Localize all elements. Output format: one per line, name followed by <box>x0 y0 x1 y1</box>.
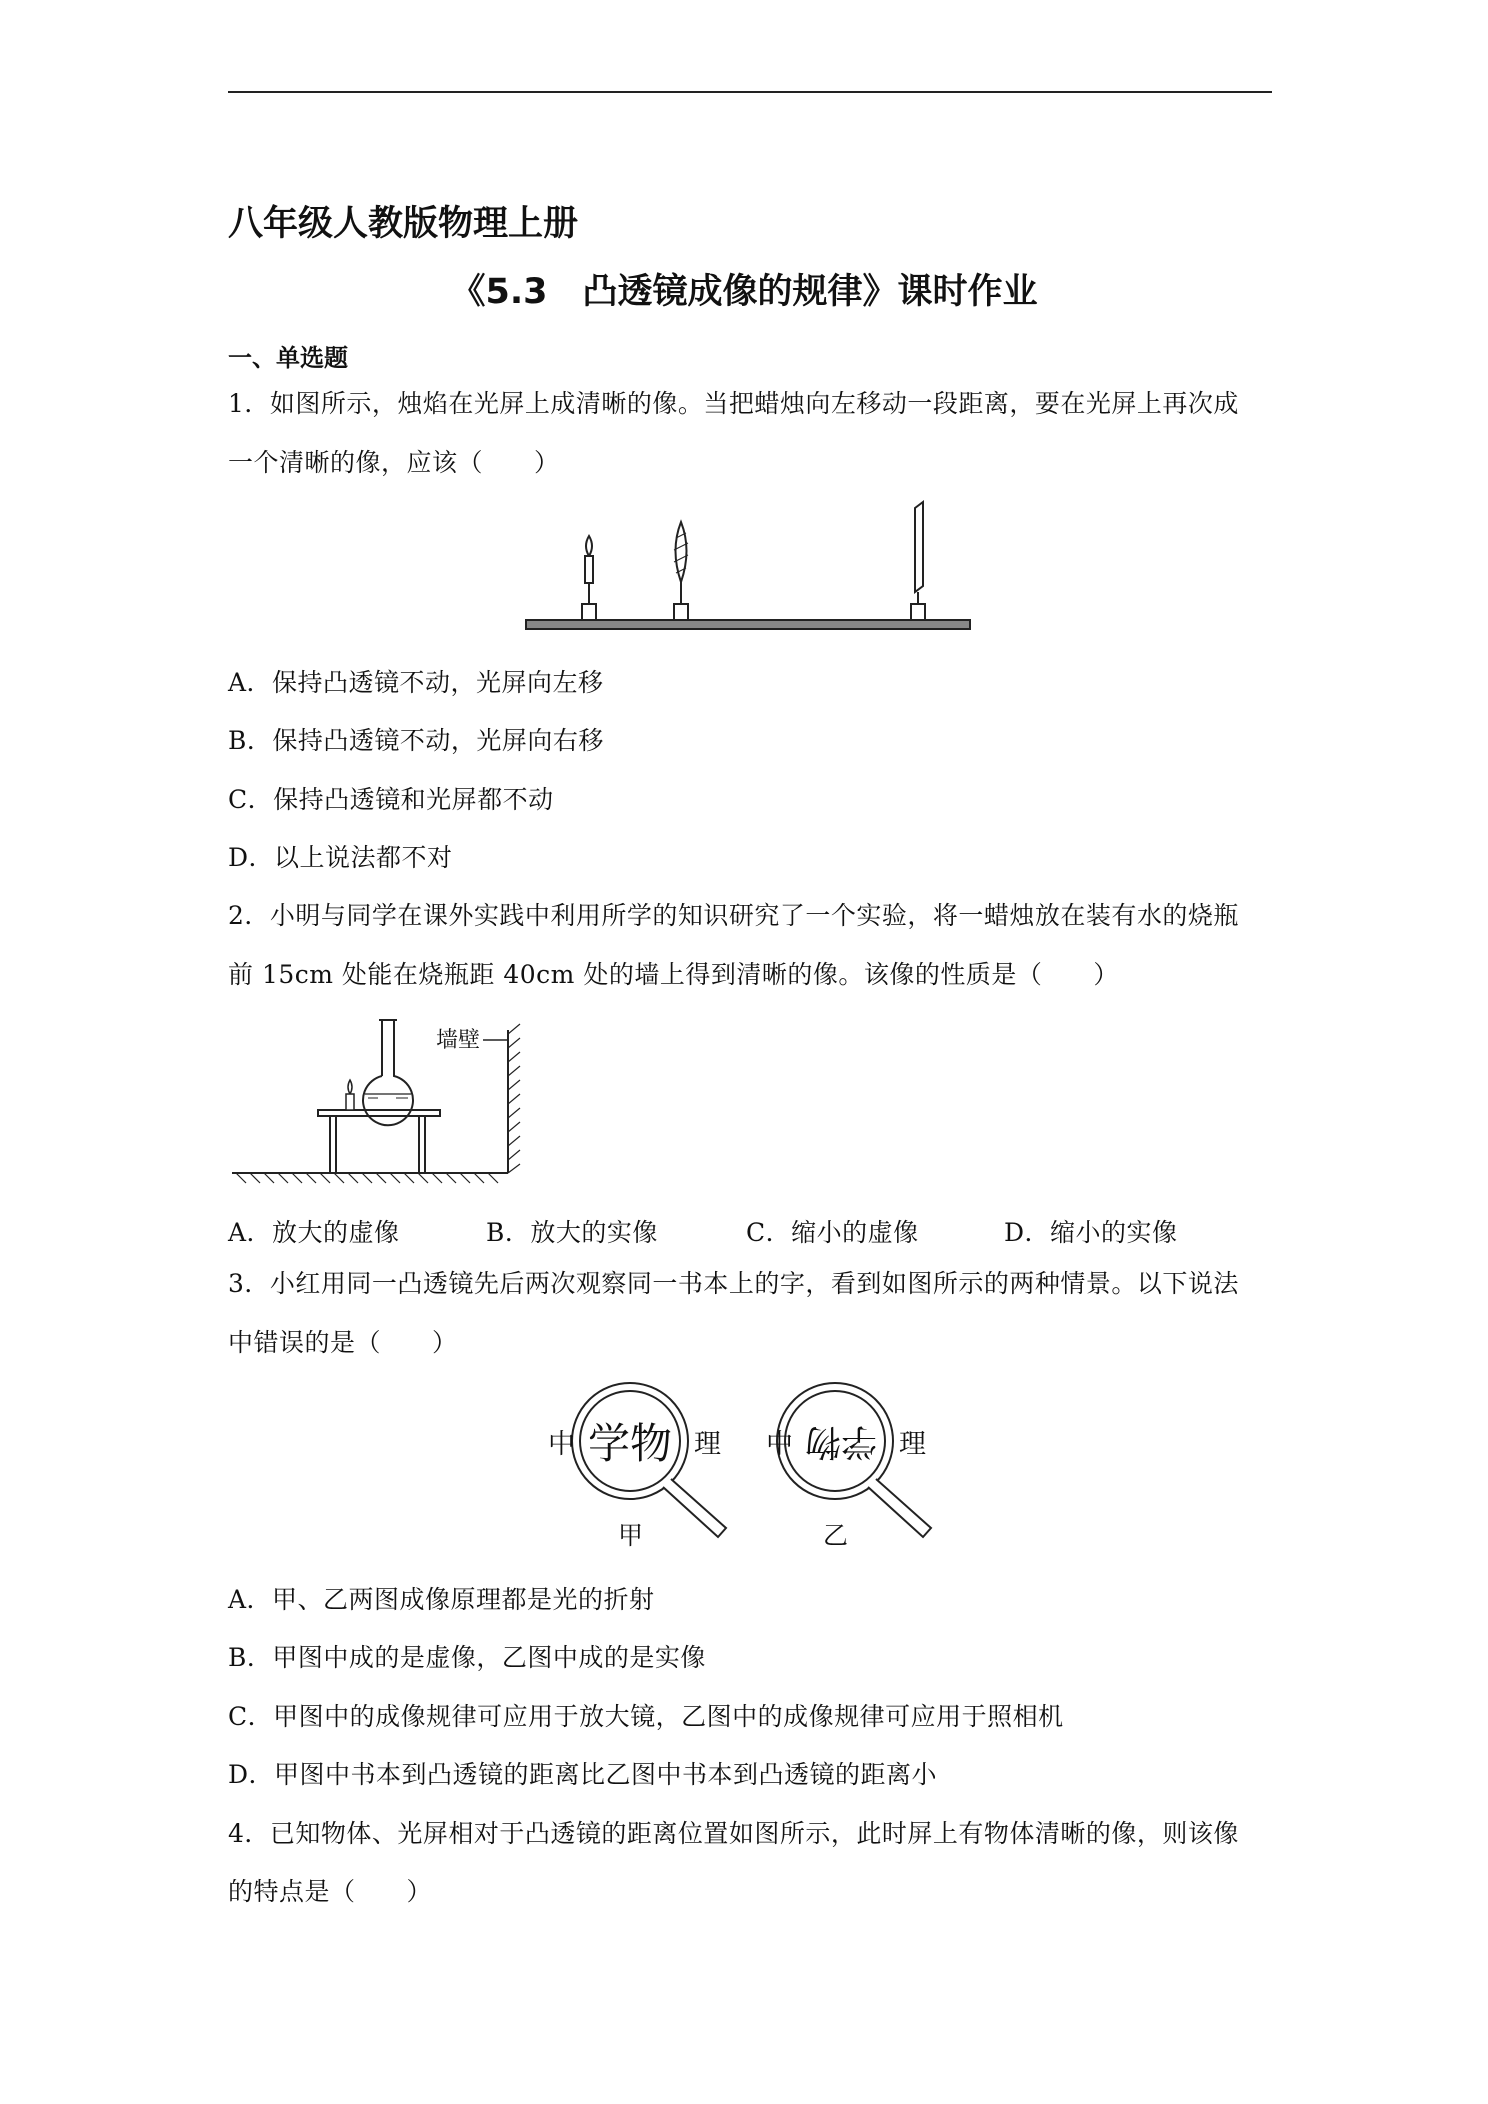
q1-stem-line2: 一个清晰的像，应该（ ） <box>228 448 560 477</box>
right-inverted-text: 学物 <box>804 1421 877 1462</box>
right-right-char: 理 <box>899 1429 926 1460</box>
q3-option-b: B．甲图中成的是虚像，乙图中成的是实像 <box>228 1643 706 1672</box>
wall-hatching <box>508 1024 520 1173</box>
candle-icon <box>582 536 596 620</box>
q3-magnifier-figure <box>540 1378 960 1558</box>
q4-stem-line2: 的特点是（ ） <box>228 1877 433 1906</box>
document-subtitle: 《5.3 凸透镜成像的规律》课时作业 <box>450 272 1038 312</box>
q3-option-d: D．甲图中书本到凸透镜的距离比乙图中书本到凸透镜的距离小 <box>228 1760 938 1789</box>
section-title: 一、单选题 <box>228 344 348 372</box>
q1-optical-bench-figure <box>520 500 980 635</box>
q2-stem-line1: 2．小明与同学在课外实践中利用所学的知识研究了一个实验，将一蜡烛放在装有水的烧瓶 <box>228 901 1239 930</box>
wall-label: 墙壁 <box>436 1028 481 1053</box>
q3-option-a: A．甲、乙两图成像原理都是光的折射 <box>228 1585 655 1614</box>
q4-stem-line1: 4．已知物体、光屏相对于凸透镜的距离位置如图所示，此时屏上有物体清晰的像，则该像 <box>228 1819 1239 1848</box>
floor-hatching <box>236 1173 498 1183</box>
q3-option-c: C．甲图中的成像规律可应用于放大镜，乙图中的成像规律可应用于照相机 <box>228 1702 1064 1731</box>
document-title: 八年级人教版物理上册 <box>228 204 579 244</box>
left-caption: 甲 <box>618 1521 644 1550</box>
convex-lens-icon <box>674 522 688 620</box>
q1-option-b: B．保持凸透镜不动，光屏向右移 <box>228 726 604 755</box>
left-right-char: 理 <box>694 1429 721 1460</box>
optical-bench <box>526 620 970 629</box>
q3-stem-line2: 中错误的是（ ） <box>228 1328 458 1357</box>
q2-option-a: A．放大的虚像 <box>228 1218 400 1247</box>
q1-option-a: A．保持凸透镜不动，光屏向左移 <box>228 668 604 697</box>
header-rule <box>228 91 1272 93</box>
q2-flask-wall-figure <box>230 1010 530 1190</box>
q2-option-c: C．缩小的虚像 <box>746 1218 919 1247</box>
right-caption: 乙 <box>823 1521 849 1550</box>
q3-stem-line1: 3．小红用同一凸透镜先后两次观察同一书本上的字，看到如图所示的两种情景。以下说法 <box>228 1269 1239 1298</box>
left-outer-char: 中 <box>548 1429 575 1460</box>
q2-option-d: D．缩小的实像 <box>1004 1218 1178 1247</box>
left-magnified-text: 学物 <box>588 1419 673 1468</box>
q2-stem-line2: 前 15cm 处能在烧瓶距 40cm 处的墙上得到清晰的像。该像的性质是（ ） <box>228 960 1119 989</box>
q1-stem-line1: 1．如图所示，烛焰在光屏上成清晰的像。当把蜡烛向左移动一段距离，要在光屏上再次成 <box>228 389 1239 418</box>
q1-option-c: C．保持凸透镜和光屏都不动 <box>228 785 554 814</box>
q2-option-b: B．放大的实像 <box>486 1218 658 1247</box>
table-icon <box>318 1110 440 1173</box>
candle-icon <box>346 1080 354 1110</box>
right-outer-char: 中 <box>766 1429 793 1460</box>
q1-option-d: D．以上说法都不对 <box>228 843 453 872</box>
light-screen-icon <box>911 502 925 620</box>
